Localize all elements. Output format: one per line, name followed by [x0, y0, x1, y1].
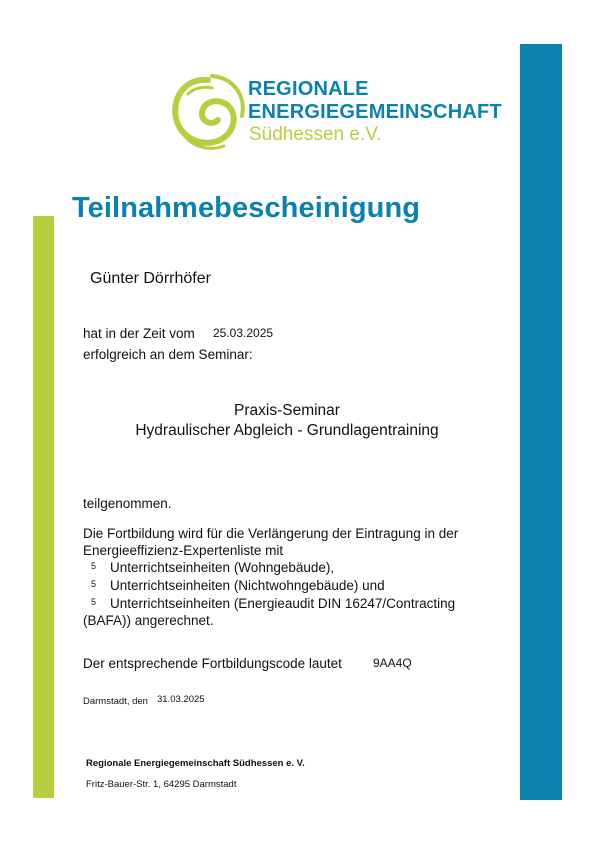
logo-text-energiegemeinschaft: ENERGIEGEMEINSCHAFT	[248, 101, 502, 123]
credit-intro-line2: Energieeffizienz-Expertenliste mit	[83, 543, 284, 558]
green-accent-bar	[33, 216, 54, 798]
swirl-logo-icon	[168, 70, 248, 160]
unit-text: Unterrichtseinheiten (Wohngebäude),	[110, 560, 335, 575]
seminar-title-line2: Hydraulischer Abgleich - Grundlagentraining	[135, 422, 439, 439]
code-value: 9AA4Q	[373, 656, 412, 670]
period-label: hat in der Zeit vom	[83, 326, 195, 341]
unit-count: 5	[91, 561, 97, 571]
participated-text: teilgenommen.	[83, 496, 172, 511]
credit-outro: (BAFA)) angerechnet.	[83, 613, 214, 628]
footer-organization: Regionale Energiegemeinschaft Südhessen e. V.	[86, 758, 305, 769]
unit-text: Unterrichtseinheiten (Nichtwohngebäude) und	[110, 578, 385, 593]
logo-text-regionale: REGIONALE	[248, 78, 369, 100]
organization-logo	[168, 70, 508, 160]
participant-name: Günter Dörrhöfer	[90, 270, 211, 287]
unit-text: Unterrichtseinheiten (Energieaudit DIN 16247/Contracting	[110, 596, 456, 611]
credit-intro-line1: Die Fortbildung wird für die Verlängerung der Eintragung in der	[83, 526, 459, 541]
success-text: erfolgreich an dem Seminar:	[83, 347, 253, 362]
unit-count: 5	[91, 597, 97, 607]
document-title: Teilnahmebescheinigung	[72, 192, 421, 224]
blue-accent-bar	[520, 44, 562, 800]
logo-text-suedhessen: Südhessen e.V.	[249, 124, 382, 145]
seminar-title-line1: Praxis-Seminar	[234, 402, 340, 419]
unit-count: 5	[91, 579, 97, 589]
code-label: Der entsprechende Fortbildungscode lautet	[83, 656, 342, 671]
footer-address: Fritz-Bauer-Str. 1, 64295 Darmstadt	[86, 779, 237, 790]
period-date: 25.03.2025	[213, 326, 274, 340]
place-date-label: Darmstadt, den	[83, 696, 148, 707]
place-date-value: 31.03.2025	[157, 694, 205, 705]
